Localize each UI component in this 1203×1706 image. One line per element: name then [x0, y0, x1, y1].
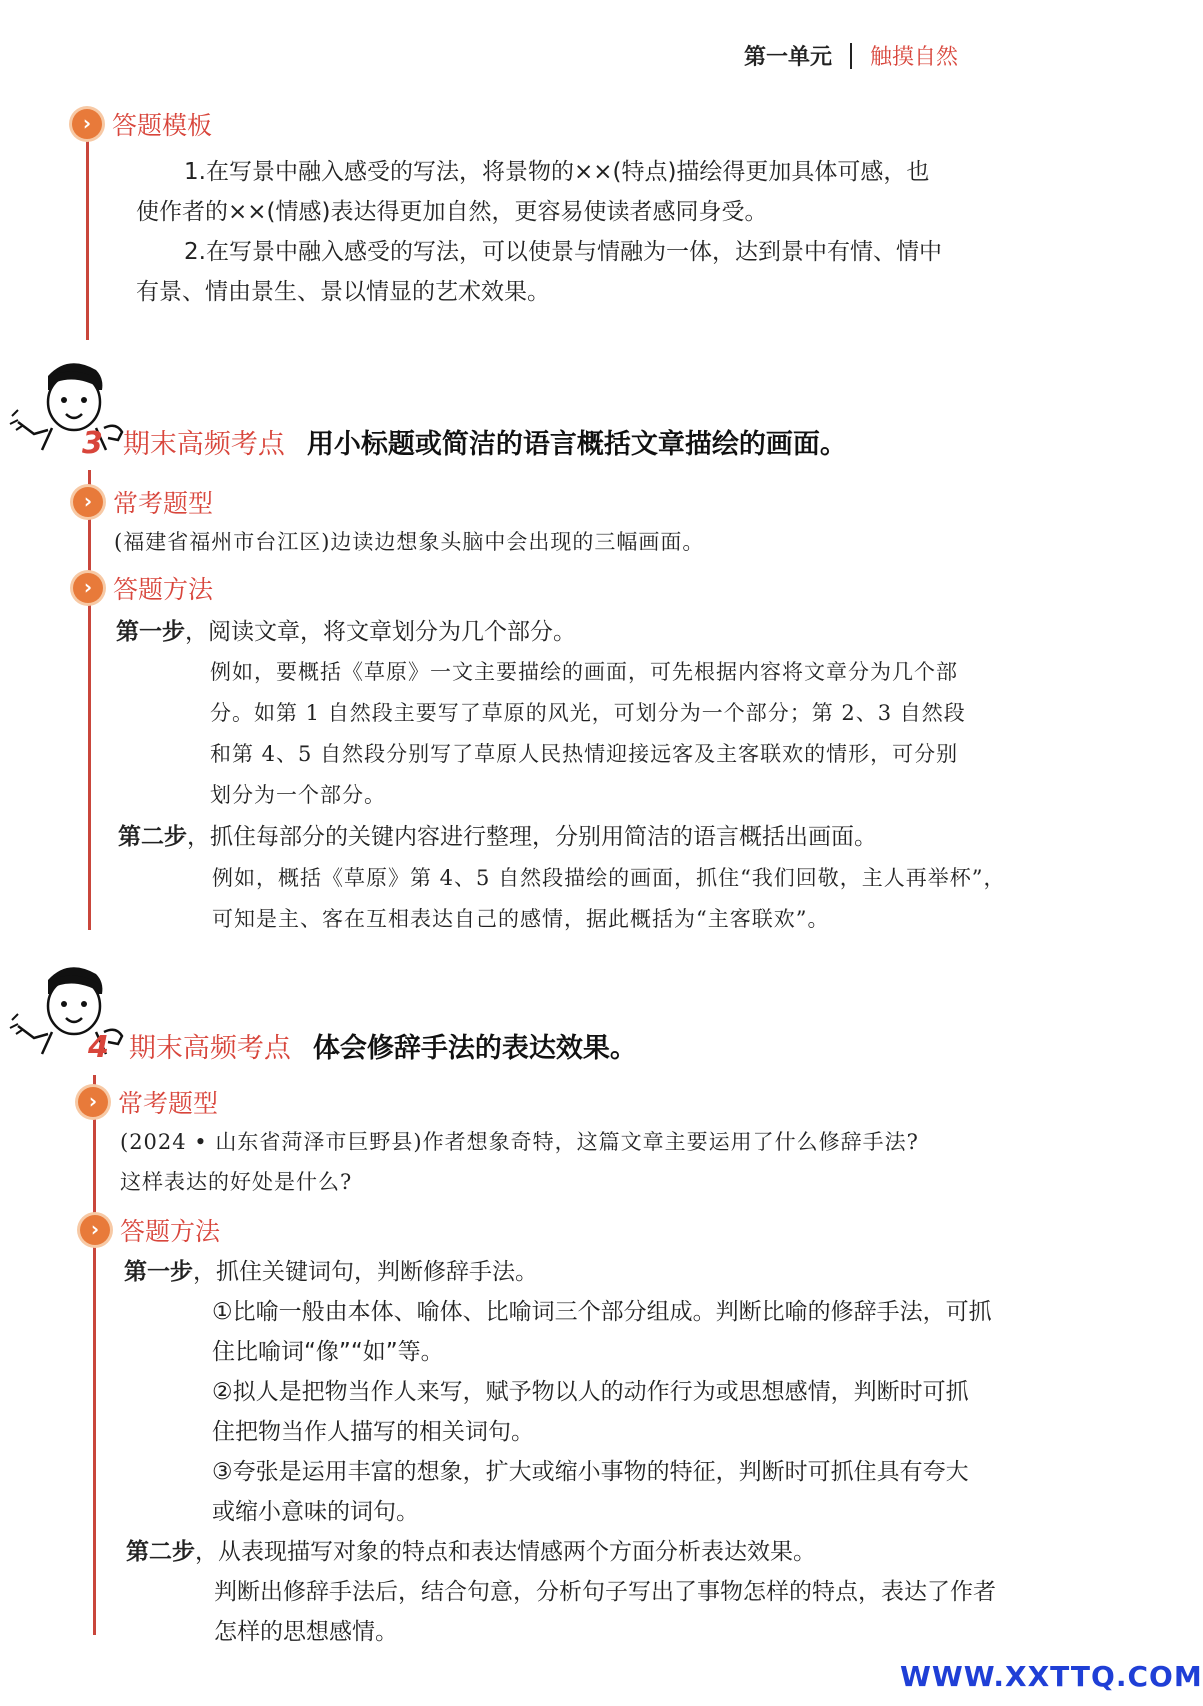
rule-line: 判断出修辞手法后，结合句意，分析句子写出了事物怎样的特点，表达了作者: [214, 1579, 996, 1605]
key-point-number: 3: [82, 426, 103, 461]
paragraph: 使作者的××(情感)表达得更加自然，更容易使读者感同身受。: [136, 199, 768, 225]
key-point-topic: 用小标题或简洁的语言概括文章描绘的画面。: [306, 429, 847, 460]
question-type-heading: [78, 1084, 218, 1120]
example-line: 分。如第 1 自然段主要写了草原的风光，可划分为一个部分；第 2、3 自然段: [210, 701, 966, 725]
key-point-number: 4: [88, 1030, 109, 1065]
step-line: [118, 817, 877, 857]
method-heading: [73, 570, 213, 606]
question-type-heading: [73, 484, 213, 520]
method-heading: [80, 1212, 220, 1248]
watermark: WWW.XXTTQ.COM: [900, 1660, 1203, 1693]
template-heading: [72, 106, 212, 142]
step-text: ，阅读文章，将文章划分为几个部分。: [185, 619, 576, 645]
question-text: 这样表达的好处是什么?: [120, 1170, 353, 1194]
rule-line: 住比喻词“像”“如”等。: [212, 1339, 444, 1365]
key-point-topic: 体会修辞手法的表达效果。: [312, 1033, 637, 1064]
step-line: [126, 1532, 816, 1572]
example-line: 例如，概括《草原》第 4、5 自然段描绘的画面，抓住“我们回敬，主人再举杯”，: [212, 866, 1006, 890]
section-rule: [86, 118, 89, 340]
step-label: 第二步: [126, 1539, 195, 1565]
section-title: 答题方法: [113, 575, 214, 604]
key-point-3-heading: [82, 422, 847, 461]
rule-line: ②拟人是把物当作人来写，赋予物以人的动作行为或思想感情，判断时可抓: [212, 1379, 969, 1405]
rule-line: 怎样的思想感情。: [214, 1619, 398, 1645]
section-rule: [93, 1075, 96, 1635]
chevron-right-icon: ›: [72, 109, 102, 139]
rule-line: ①比喻一般由本体、喻体、比喻词三个部分组成。判断比喻的修辞手法，可抓: [212, 1299, 992, 1325]
question-text: (2024 • 山东省菏泽市巨野县)作者想象奇特，这篇文章主要运用了什么修辞手法?: [120, 1130, 919, 1154]
chevron-right-icon: ›: [73, 573, 103, 603]
header-divider: [850, 43, 852, 69]
step-label: 第一步: [124, 1259, 193, 1285]
paragraph: 有景、情由景生、景以情显的艺术效果。: [136, 279, 550, 305]
step-text: ，抓住关键词句，判断修辞手法。: [193, 1259, 538, 1285]
chevron-right-icon: ›: [78, 1087, 108, 1117]
section-title: 答题模板: [112, 111, 213, 140]
paragraph: 1.在写景中融入感受的写法，将景物的××(特点)描绘得更加具体可感，也: [184, 159, 930, 185]
section-rule: [88, 470, 91, 930]
rule-line: 住把物当作人描写的相关词句。: [212, 1419, 534, 1445]
section-title: 常考题型: [113, 489, 214, 518]
step-text: ，从表现描写对象的特点和表达情感两个方面分析表达效果。: [195, 1539, 816, 1565]
step-text: ，抓住每部分的关键内容进行整理，分别用简洁的语言概括出画面。: [187, 824, 877, 850]
section-title: 答题方法: [120, 1217, 221, 1246]
example-line: 和第 4、5 自然段分别写了草原人民热情迎接远客及主客联欢的情形，可分别: [210, 742, 959, 766]
key-point-4-heading: [88, 1026, 637, 1065]
step-label: 第二步: [118, 824, 187, 850]
example-line: 例如，要概括《草原》一文主要描绘的画面，可先根据内容将文章分为几个部: [210, 660, 958, 684]
key-point-label: 期末高频考点: [128, 1033, 291, 1064]
paragraph: 2.在写景中融入感受的写法，可以使景与情融为一体，达到景中有情、情中: [184, 239, 942, 265]
example-line: 可知是主、客在互相表达自己的感情，据此概括为“主客联欢”。: [212, 907, 830, 931]
unit-label: 第一单元: [743, 45, 832, 70]
chevron-right-icon: ›: [73, 487, 103, 517]
step-line: [116, 612, 576, 652]
chevron-right-icon: ›: [80, 1215, 110, 1245]
example-line: 划分为一个部分。: [210, 783, 386, 807]
question-text: (福建省福州市台江区)边读边想象头脑中会出现的三幅画面。: [114, 530, 705, 554]
section-title: 常考题型: [118, 1089, 219, 1118]
step-label: 第一步: [116, 619, 185, 645]
key-point-label: 期末高频考点: [122, 429, 285, 460]
step-line: [124, 1252, 538, 1292]
page-header: [744, 40, 958, 71]
rule-line: ③夸张是运用丰富的想象，扩大或缩小事物的特征，判断时可抓住具有夸大: [212, 1459, 969, 1485]
rule-line: 或缩小意味的词句。: [212, 1499, 419, 1525]
unit-theme: 触摸自然: [869, 45, 958, 70]
